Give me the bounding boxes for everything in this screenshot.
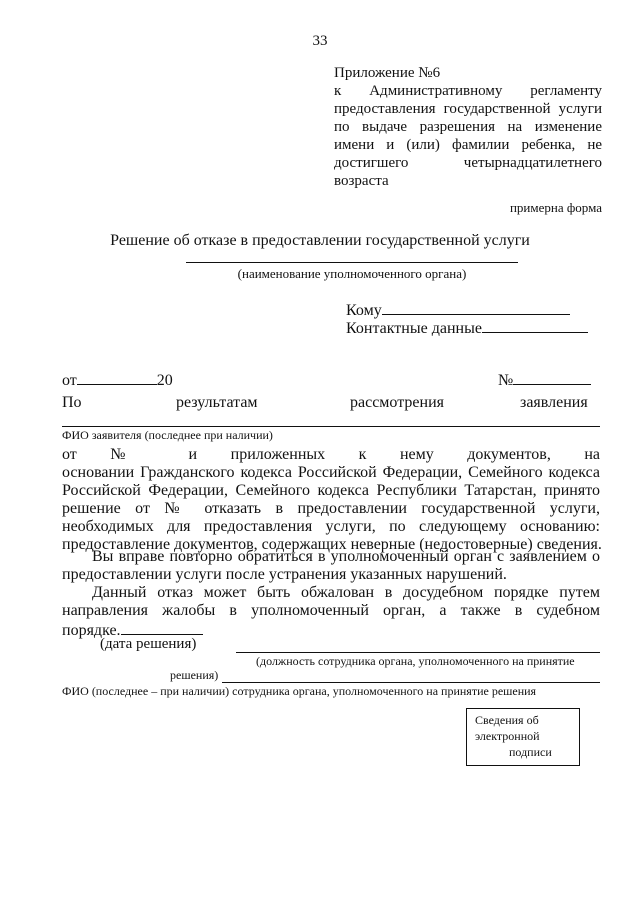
paragraph-line: Вы вправе повторно обратиться в уполномоченный орган с заявлением о <box>92 548 600 565</box>
decision-date-row <box>62 370 173 390</box>
form-type-label: примерна форма <box>509 200 602 215</box>
official-name-caption: ФИО (последнее – при наличии) сотрудника органа, уполномоченного на принятие решения <box>62 684 537 698</box>
results-word: результатам <box>176 394 258 411</box>
paragraph-reapply <box>62 548 600 584</box>
appendix-line: по выдаче разрешения на изменение <box>334 119 602 135</box>
position-line <box>236 652 600 653</box>
org-name-caption: (наименование уполномоченного органа) <box>237 266 467 281</box>
esig-line: подписи <box>509 745 552 759</box>
to-label: Кому <box>346 302 382 319</box>
applicant-name-line <box>62 426 600 427</box>
appendix-line: достигшего четырнадцатилетнего <box>334 155 602 171</box>
paragraph-line: направления жалобы в уполномоченный орган, а также в судебном <box>62 602 600 619</box>
page-number: 33 <box>312 33 328 49</box>
applicant-name-caption: ФИО заявителя (последнее при наличии) <box>62 428 273 442</box>
results-word: По <box>62 394 82 411</box>
year-label: 20 <box>156 372 173 389</box>
number-label: № <box>498 372 514 389</box>
decision-number-row <box>498 370 591 390</box>
position-caption: (должность сотрудника органа, уполномоченного на принятие <box>256 654 575 668</box>
appendix-line: имени и (или) фамилии ребенка, не <box>334 137 602 153</box>
contact-label: Контактные данные <box>346 320 482 337</box>
paragraph-line: предоставлении услуги после устранения указанных нарушений. <box>62 566 507 583</box>
paragraph-line: основании Гражданского кодекса Российской Федерации, Семейного кодекса <box>62 464 600 481</box>
contact-field-line <box>482 318 588 333</box>
results-word: рассмотрения <box>350 394 444 411</box>
paragraph-line: необходимых для предоставления услуги, по следующему основанию: <box>62 518 600 535</box>
recipient-to <box>346 300 570 320</box>
appeal-field-line <box>121 620 203 635</box>
position-caption-continued: решения) <box>170 668 219 682</box>
appendix-line: к Административному регламенту <box>334 83 602 99</box>
to-field-line <box>382 300 570 315</box>
org-name-line <box>186 262 518 263</box>
official-name-line <box>222 682 600 683</box>
paragraph-line: предоставление документов, содержащих неверные (недостоверные) сведения. <box>62 536 602 553</box>
number-field-line <box>513 370 591 385</box>
from-label: от <box>62 372 77 389</box>
electronic-signature-box <box>466 708 580 766</box>
paragraph-line: Данный отказ может быть обжалован в досудебном порядке путем <box>92 584 600 601</box>
paragraph-line: от № и приложенных к нему документов, на <box>62 446 600 463</box>
esig-line: Сведения об <box>475 713 539 727</box>
appendix-header <box>334 64 602 190</box>
results-word: заявления <box>520 394 588 411</box>
paragraph-decision <box>62 446 600 554</box>
paragraph-line: решение от № отказать в предоставлении государственной услуги, <box>62 500 600 517</box>
date-field-line <box>77 370 157 385</box>
esig-line: электронной <box>475 729 540 743</box>
decision-date-caption: (дата решения) <box>100 636 197 652</box>
appendix-line: возраста <box>334 173 389 189</box>
appendix-line: предоставления государственной услуги <box>334 101 602 117</box>
paragraph-line: Российской Федерации, Семейного кодекса Республики Татарстан, принято <box>62 482 600 499</box>
paragraph-line-text: порядке. <box>62 622 121 639</box>
appendix-line: Приложение №6 <box>334 65 441 81</box>
recipient-contact <box>346 318 588 338</box>
document-title: Решение об отказе в предоставлении государственной услуги <box>110 232 530 249</box>
paragraph-appeal <box>62 584 600 640</box>
